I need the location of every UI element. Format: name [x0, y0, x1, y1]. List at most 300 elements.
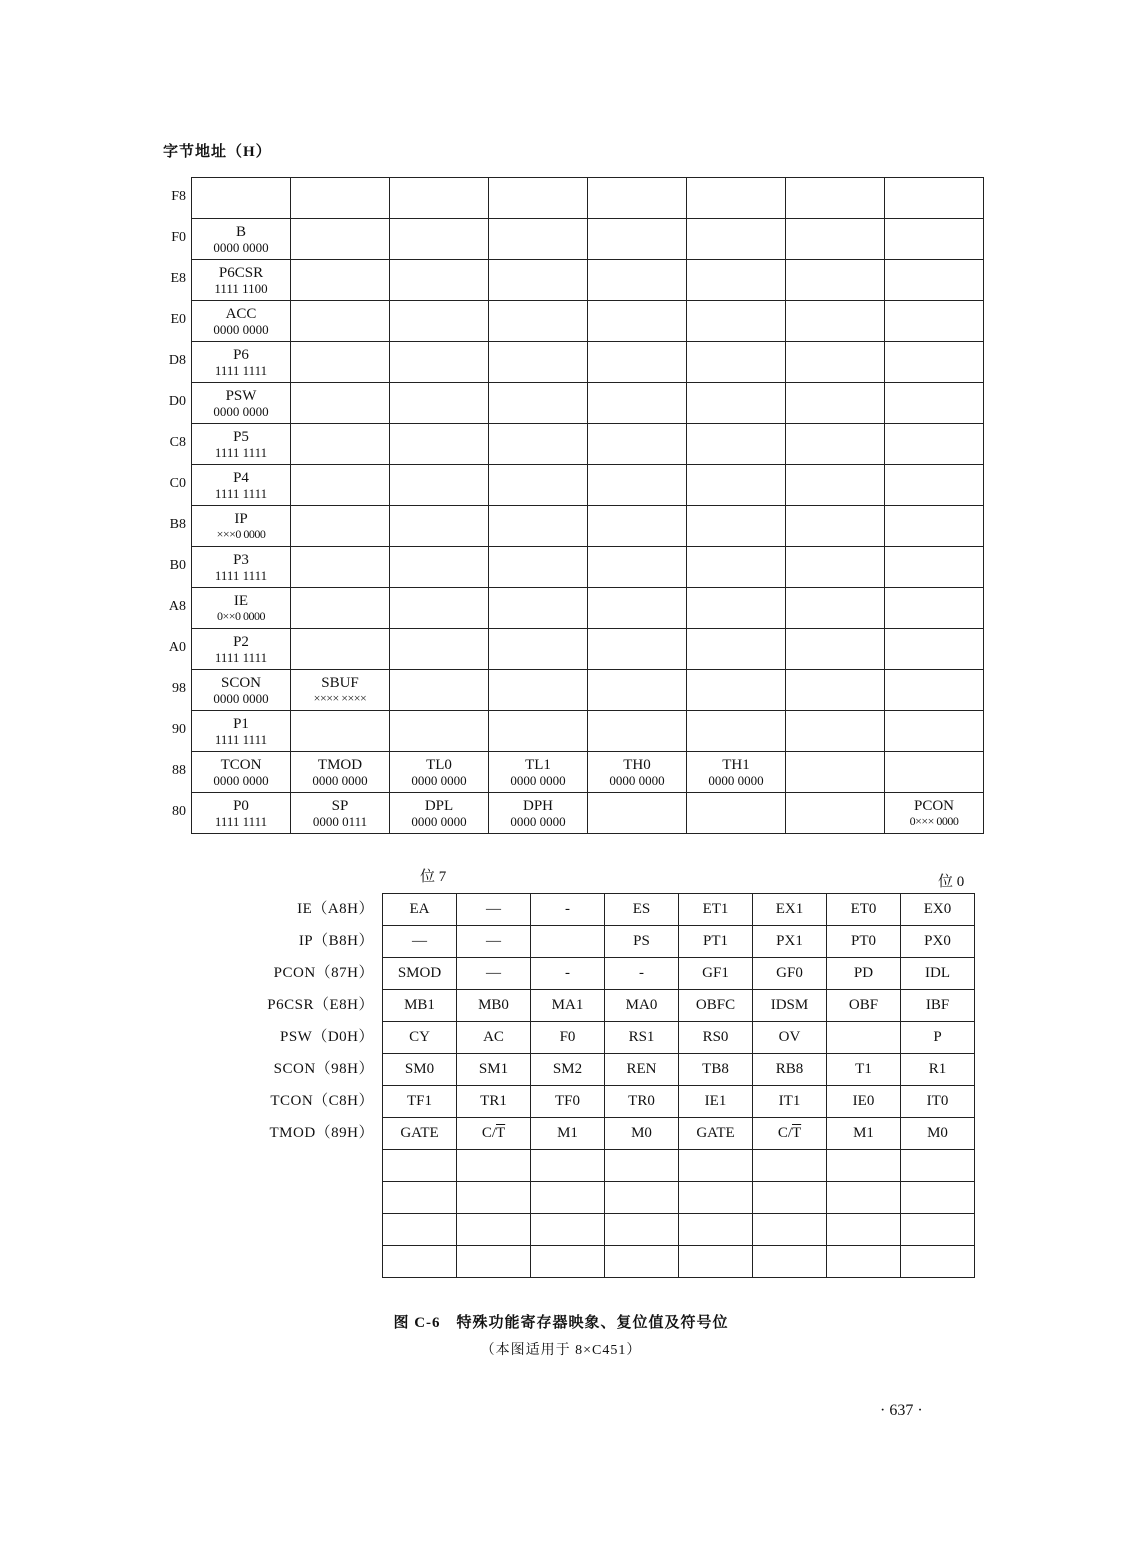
bit-cell	[383, 1118, 457, 1150]
sfr-cell	[489, 547, 588, 588]
empty-bit-cell	[531, 1246, 605, 1278]
bit-symbol: -	[565, 965, 570, 981]
sfr-cell	[786, 465, 885, 506]
sfr-cell	[192, 178, 291, 219]
sfr-name: P3	[233, 551, 249, 568]
sfr-cell	[291, 260, 390, 301]
sfr-cell	[885, 670, 984, 711]
bit-cell	[531, 1118, 605, 1150]
bit-cell	[753, 1022, 827, 1054]
bit0-label: 位 0	[938, 874, 965, 890]
sfr-name: TH1	[722, 756, 750, 773]
sfr-cell	[885, 588, 984, 629]
bit-cell	[827, 1086, 901, 1118]
sfr-cell	[687, 629, 786, 670]
bit-cell	[383, 894, 457, 926]
bit-symbol: OBF	[848, 997, 879, 1013]
sfr-row	[192, 588, 984, 629]
empty-bit-cell	[679, 1150, 753, 1182]
sfr-cell	[588, 219, 687, 260]
bit-register-label: IP（B8H）	[298, 933, 374, 949]
row-address-label: E8	[170, 270, 186, 286]
sfr-cell	[192, 588, 291, 629]
empty-bit-cell	[827, 1150, 901, 1182]
overline-t: $\overline{T}$	[792, 1125, 802, 1141]
sfr-name: P6CSR	[218, 264, 264, 281]
empty-bit-cell	[383, 1150, 457, 1182]
bit-cell	[605, 894, 679, 926]
bit-cell	[457, 990, 531, 1022]
sfr-cell	[885, 711, 984, 752]
sfr-cell	[192, 793, 291, 834]
sfr-cell	[489, 588, 588, 629]
sfr-cell	[687, 547, 786, 588]
empty-bit-cell	[457, 1214, 531, 1246]
bit-cell	[901, 1054, 975, 1086]
bit-cell	[901, 1118, 975, 1150]
sfr-name: P6	[233, 346, 249, 363]
bit-cell	[827, 1118, 901, 1150]
sfr-cell	[786, 219, 885, 260]
bit-cell	[531, 990, 605, 1022]
bit-symbol: PD	[853, 965, 874, 981]
sfr-cell	[489, 342, 588, 383]
bit-symbol: RB8	[775, 1061, 804, 1077]
bit-symbol: MA1	[551, 997, 584, 1013]
empty-bit-cell	[531, 1150, 605, 1182]
empty-bit-cell	[457, 1246, 531, 1278]
bit-symbol: GF1	[702, 965, 729, 981]
sfr-cell	[489, 219, 588, 260]
bit-symbol: M1	[557, 1125, 578, 1141]
sfr-cell	[588, 424, 687, 465]
row-address-label: 90	[172, 721, 186, 737]
sfr-cell	[786, 424, 885, 465]
sfr-name: B	[235, 223, 246, 240]
bit-cell	[679, 1086, 753, 1118]
bit7-label: 位 7	[420, 869, 447, 885]
row-address-label: E0	[170, 311, 186, 327]
row-address-label: B0	[169, 557, 186, 573]
sfr-cell	[291, 383, 390, 424]
sfr-map-table	[191, 177, 984, 834]
sfr-cell	[885, 260, 984, 301]
bit-cell	[753, 1086, 827, 1118]
bit-cell	[901, 1086, 975, 1118]
bit-symbol: PX1	[776, 933, 803, 949]
bit-row	[383, 990, 975, 1022]
bit-cell	[679, 926, 753, 958]
sfr-cell	[786, 260, 885, 301]
bit-symbol-table	[382, 893, 975, 1278]
sfr-cell	[390, 506, 489, 547]
sfr-cell	[390, 260, 489, 301]
row-address-label: A8	[168, 598, 186, 614]
empty-bit-cell	[753, 1214, 827, 1246]
bit-symbol: GATE	[400, 1125, 439, 1141]
bit-symbol: EX1	[775, 901, 804, 917]
sfr-cell	[489, 711, 588, 752]
sfr-cell	[588, 752, 687, 793]
bit-symbol: —	[412, 933, 427, 949]
empty-bit-cell	[383, 1246, 457, 1278]
sfr-cell	[687, 383, 786, 424]
bit-symbol: PX0	[924, 933, 951, 949]
bit-symbol: PT0	[850, 933, 876, 949]
sfr-cell	[885, 424, 984, 465]
sfr-name: IE	[233, 592, 249, 609]
bit-cell	[531, 1086, 605, 1118]
sfr-cell	[885, 465, 984, 506]
bit-symbol: ET1	[702, 901, 729, 917]
bit-cell	[605, 1022, 679, 1054]
sfr-cell	[786, 506, 885, 547]
bit-symbol: -	[565, 901, 570, 917]
bit-row	[383, 894, 975, 926]
bit-cell	[827, 958, 901, 990]
sfr-cell	[687, 793, 786, 834]
bit-register-label: SCON（98H）	[273, 1061, 374, 1077]
figure-caption: 图 C-6 特殊功能寄存器映象、复位值及符号位	[393, 1315, 729, 1331]
row-address-label: D0	[168, 393, 186, 409]
sfr-cell	[192, 424, 291, 465]
sfr-cell	[291, 752, 390, 793]
empty-bit-cell	[827, 1246, 901, 1278]
sfr-cell	[786, 383, 885, 424]
sfr-cell	[489, 178, 588, 219]
bit-cell	[383, 926, 457, 958]
bit-cell	[605, 926, 679, 958]
bit-symbol: TR1	[480, 1093, 507, 1109]
sfr-cell	[687, 670, 786, 711]
bit-symbol: IE1	[704, 1093, 727, 1109]
sfr-cell	[489, 752, 588, 793]
figure-subcaption: （本图适用于 8×C451）	[480, 1343, 642, 1358]
sfr-reset-value: ×××× ××××	[313, 690, 367, 705]
bit-cell	[457, 1054, 531, 1086]
bit-cell	[679, 990, 753, 1022]
sfr-cell	[390, 301, 489, 342]
bit-symbol: TR0	[628, 1093, 655, 1109]
bit-symbol: C/	[777, 1125, 792, 1141]
sfr-reset-value: 1111 1111	[214, 567, 268, 583]
bit-cell	[753, 926, 827, 958]
empty-bit-cell	[679, 1246, 753, 1278]
sfr-cell	[588, 342, 687, 383]
empty-bit-cell	[753, 1246, 827, 1278]
sfr-name: P1	[233, 715, 249, 732]
sfr-cell	[588, 465, 687, 506]
sfr-cell	[885, 178, 984, 219]
sfr-cell	[291, 670, 390, 711]
empty-bit-cell	[901, 1182, 975, 1214]
bit-symbol: SM2	[552, 1061, 583, 1077]
sfr-cell	[291, 629, 390, 670]
sfr-name: SBUF	[321, 674, 359, 691]
sfr-name: SCON	[220, 674, 261, 691]
empty-bit-cell	[605, 1182, 679, 1214]
sfr-name: DPL	[424, 797, 454, 814]
bit-symbol: F0	[559, 1029, 576, 1045]
sfr-cell	[687, 178, 786, 219]
bit-cell	[827, 926, 901, 958]
sfr-row	[192, 219, 984, 260]
empty-bit-cell	[901, 1150, 975, 1182]
sfr-row	[192, 670, 984, 711]
sfr-cell	[390, 752, 489, 793]
bit-register-label: IE（A8H）	[297, 901, 374, 917]
row-address-label: C0	[169, 475, 186, 491]
sfr-cell	[885, 793, 984, 834]
page-number: · 637 ·	[880, 1402, 923, 1419]
bit-register-label: TMOD（89H）	[269, 1125, 374, 1141]
bit-cell	[605, 958, 679, 990]
sfr-reset-value: 0000 0000	[213, 239, 269, 255]
bit-cell	[605, 1054, 679, 1086]
sfr-cell	[192, 670, 291, 711]
row-address-label: F8	[171, 188, 186, 204]
bit-symbol: REN	[626, 1061, 657, 1077]
bit-cell	[531, 894, 605, 926]
empty-bit-cell	[753, 1182, 827, 1214]
sfr-cell	[390, 793, 489, 834]
bit-cell	[753, 990, 827, 1022]
sfr-reset-value: 0000 0000	[510, 813, 566, 829]
bit-cell	[531, 926, 605, 958]
sfr-cell	[192, 260, 291, 301]
empty-bit-cell	[457, 1150, 531, 1182]
sfr-cell	[588, 383, 687, 424]
bit-symbol: RS1	[628, 1029, 655, 1045]
sfr-cell	[291, 219, 390, 260]
sfr-cell	[588, 711, 687, 752]
bit-symbol: M0	[927, 1125, 948, 1141]
bit-symbol: RS0	[702, 1029, 729, 1045]
bit-cell	[901, 958, 975, 990]
bit-symbol: CY	[409, 1029, 430, 1045]
sfr-cell	[885, 301, 984, 342]
sfr-row	[192, 465, 984, 506]
byte-address-header: 字节地址（H）	[163, 144, 272, 160]
sfr-reset-value: 1111 1111	[214, 362, 268, 378]
sfr-cell	[885, 629, 984, 670]
bit-symbol: P	[933, 1029, 942, 1045]
bit-cell	[753, 958, 827, 990]
bit-symbol: SM0	[404, 1061, 435, 1077]
bit-symbol: MB1	[404, 997, 435, 1013]
sfr-row	[192, 711, 984, 752]
bit-cell	[901, 894, 975, 926]
sfr-cell	[390, 547, 489, 588]
bit-cell	[457, 894, 531, 926]
empty-bit-cell	[753, 1150, 827, 1182]
bit-symbol: IDL	[925, 965, 950, 981]
sfr-cell	[192, 506, 291, 547]
empty-bit-cell	[457, 1182, 531, 1214]
sfr-name: P2	[233, 633, 249, 650]
sfr-cell	[687, 260, 786, 301]
bit-cell	[457, 1086, 531, 1118]
empty-bit-cell	[679, 1182, 753, 1214]
sfr-cell	[489, 670, 588, 711]
bit-symbol: M0	[631, 1125, 652, 1141]
sfr-cell	[687, 219, 786, 260]
bit-register-label: P6CSR（E8H）	[267, 997, 374, 1013]
sfr-row	[192, 547, 984, 588]
sfr-name: PCON	[913, 797, 954, 814]
sfr-reset-value: 0000 0000	[213, 321, 269, 337]
bit-cell	[679, 958, 753, 990]
sfr-cell	[291, 547, 390, 588]
empty-bit-cell	[531, 1214, 605, 1246]
bit-cell	[827, 1054, 901, 1086]
sfr-cell	[885, 342, 984, 383]
sfr-row	[192, 260, 984, 301]
sfr-name: IP	[234, 510, 248, 527]
row-address-label: D8	[168, 352, 186, 368]
row-address-label: C8	[169, 434, 186, 450]
bit-symbol: AC	[483, 1029, 504, 1045]
bit-symbol: —	[486, 965, 501, 981]
sfr-cell	[291, 178, 390, 219]
sfr-cell	[291, 342, 390, 383]
sfr-cell	[687, 711, 786, 752]
sfr-reset-value: 0000 0000	[411, 772, 467, 788]
sfr-cell	[291, 301, 390, 342]
sfr-cell	[390, 178, 489, 219]
sfr-cell	[192, 547, 291, 588]
sfr-cell	[786, 793, 885, 834]
bit-symbol: GF0	[776, 965, 803, 981]
bit-symbol: IDSM	[770, 997, 809, 1013]
sfr-reset-value: 0000 0000	[510, 772, 566, 788]
sfr-name: SP	[331, 797, 349, 814]
bit-cell	[679, 894, 753, 926]
sfr-cell	[390, 424, 489, 465]
sfr-cell	[885, 752, 984, 793]
bit-cell	[457, 1022, 531, 1054]
sfr-cell	[192, 752, 291, 793]
sfr-reset-value: 1111 1111	[214, 731, 268, 747]
sfr-cell	[291, 465, 390, 506]
bit-cell	[827, 1022, 901, 1054]
bit-cell	[383, 990, 457, 1022]
sfr-reset-value: 0000 0000	[411, 813, 467, 829]
sfr-cell	[786, 629, 885, 670]
sfr-cell	[588, 629, 687, 670]
sfr-row	[192, 424, 984, 465]
bit-cell	[679, 1022, 753, 1054]
bit-cell	[901, 1022, 975, 1054]
sfr-cell	[687, 752, 786, 793]
sfr-cell	[291, 506, 390, 547]
sfr-cell	[390, 342, 489, 383]
bit-symbol: ET0	[850, 901, 877, 917]
bit-symbol: TB8	[702, 1061, 729, 1077]
sfr-reset-value: 1111 1100	[214, 280, 268, 296]
sfr-row	[192, 342, 984, 383]
sfr-cell	[192, 711, 291, 752]
sfr-cell	[588, 793, 687, 834]
sfr-row	[192, 301, 984, 342]
sfr-cell	[786, 588, 885, 629]
sfr-row	[192, 506, 984, 547]
empty-bit-row	[383, 1246, 975, 1278]
empty-bit-cell	[679, 1214, 753, 1246]
sfr-cell	[489, 793, 588, 834]
sfr-reset-value: 0000 0000	[213, 772, 269, 788]
bit-symbol: —	[486, 933, 501, 949]
bit-symbol: SM1	[478, 1061, 509, 1077]
bit-row	[383, 1022, 975, 1054]
sfr-cell	[390, 629, 489, 670]
bit-row	[383, 1054, 975, 1086]
bit-symbol: PT1	[702, 933, 728, 949]
bit-symbol: TF0	[554, 1093, 580, 1109]
bit-cell	[383, 1054, 457, 1086]
empty-bit-cell	[605, 1150, 679, 1182]
sfr-cell	[588, 301, 687, 342]
bit-symbol: OV	[778, 1029, 801, 1045]
sfr-cell	[687, 588, 786, 629]
empty-bit-row	[383, 1214, 975, 1246]
bit-row	[383, 1086, 975, 1118]
row-address-label: 88	[172, 762, 186, 778]
sfr-reset-value: 0000 0000	[213, 690, 269, 706]
bit-symbol: OBFC	[695, 997, 736, 1013]
sfr-cell	[390, 465, 489, 506]
bit-cell	[531, 1054, 605, 1086]
sfr-name: P0	[233, 797, 249, 814]
sfr-cell	[687, 424, 786, 465]
sfr-cell	[291, 711, 390, 752]
bit-symbol: —	[486, 901, 501, 917]
sfr-reset-value: 0××0 0000	[216, 608, 266, 623]
sfr-cell	[588, 260, 687, 301]
row-address-label: B8	[169, 516, 186, 532]
sfr-reset-value: 0××× 0000	[909, 813, 959, 828]
bit-symbol: EA	[409, 901, 430, 917]
sfr-row	[192, 178, 984, 219]
bit-symbol: SMOD	[397, 965, 442, 981]
sfr-cell	[489, 465, 588, 506]
bit-cell	[753, 894, 827, 926]
sfr-cell	[588, 506, 687, 547]
sfr-name: TL0	[426, 756, 452, 773]
sfr-cell	[390, 588, 489, 629]
bit-symbol: EX0	[923, 901, 952, 917]
sfr-cell	[786, 301, 885, 342]
sfr-reset-value: 0000 0000	[708, 772, 764, 788]
bit-cell	[679, 1118, 753, 1150]
bit-cell	[457, 926, 531, 958]
sfr-reset-value: 0000 0000	[312, 772, 368, 788]
bit-register-label: PCON（87H）	[273, 965, 374, 981]
bit-cell	[383, 958, 457, 990]
bit-symbol: IT1	[778, 1093, 801, 1109]
sfr-cell	[786, 178, 885, 219]
row-address-label: A0	[168, 639, 186, 655]
sfr-cell	[885, 547, 984, 588]
sfr-cell	[192, 301, 291, 342]
sfr-cell	[489, 383, 588, 424]
sfr-cell	[291, 793, 390, 834]
sfr-cell	[291, 588, 390, 629]
bit-cell	[827, 990, 901, 1022]
empty-bit-cell	[605, 1214, 679, 1246]
row-address-label: 80	[172, 803, 186, 819]
bit-symbol: -	[639, 965, 644, 981]
